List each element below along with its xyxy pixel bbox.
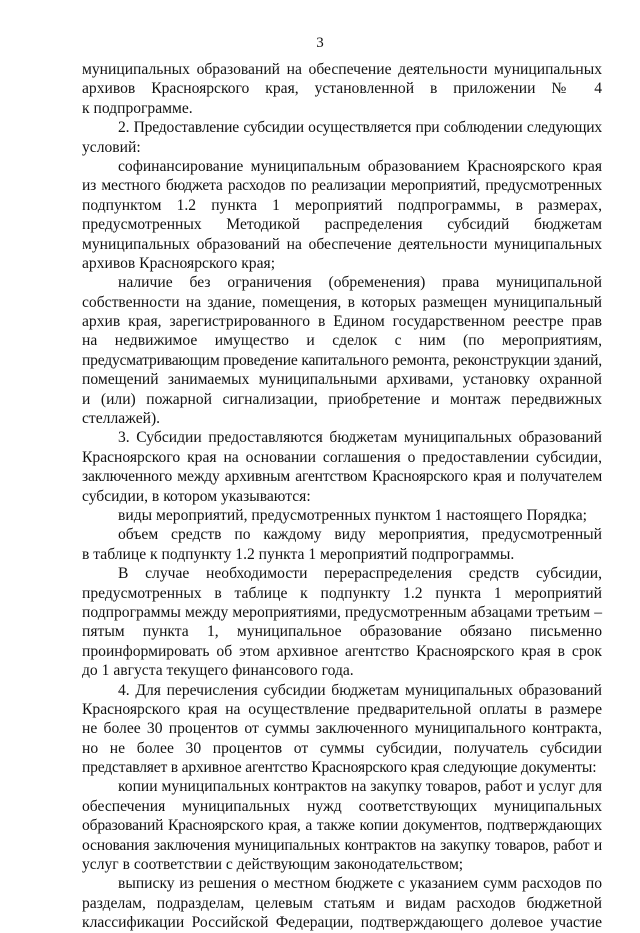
text-line: 4. Для перечисления субсидии бюджетам муниципальных образований <box>118 681 602 699</box>
text-line: на недвижимое имущество и сделок с ним (по мероприятиям, <box>82 332 602 350</box>
text-line: в таблице к подпункту 1.2 пункта 1 мероприятий подпрограммы. <box>82 545 515 563</box>
text-line: до 1 августа текущего финансового года. <box>82 662 354 680</box>
text-line: наличие без ограничения (обременения) права муниципальной <box>118 274 602 292</box>
text-line: выписку из решения о местном бюджете с указанием сумм расходов по <box>118 875 602 893</box>
text-line: архив края, зарегистрированного в Едином государственном реестре прав <box>82 313 602 331</box>
text-line: предусмотренных в таблице к подпункту 1.2 пункта 1 мероприятий <box>82 584 602 602</box>
text-line: из местного бюджета расходов по реализации мероприятий, предусмотренных <box>82 177 602 195</box>
text-line: представляет в архивное агентство Красноярского края следующие документы: <box>82 759 597 777</box>
text-line: заключенного между архивным агентством Красноярского края и получателем <box>82 468 602 486</box>
text-line: Красноярского края на основании соглашения о предоставлении субсидии, <box>82 448 602 466</box>
page-number: 3 <box>316 35 324 51</box>
text-line: объем средств по каждому виду мероприятия, предусмотренный <box>118 526 602 544</box>
text-line: разделам, подразделам, целевым статьям и видам расходов бюджетной <box>82 894 602 912</box>
text-line: виды мероприятий, предусмотренных пунктом 1 настоящего Порядка; <box>118 506 587 524</box>
text-line: собственности на здание, помещения, в которых размещен муниципальный <box>82 293 602 311</box>
body-text <box>82 60 602 933</box>
text-line: архивов Красноярского края; <box>82 254 276 272</box>
text-line: муниципальных образований на обеспечение деятельности муниципальных <box>82 61 602 78</box>
text-line: к подпрограмме. <box>82 99 193 117</box>
text-line: подпунктом 1.2 пункта 1 мероприятий подпрограммы, в размерах, <box>82 196 602 214</box>
text-line: обеспечения муниципальных нужд соответствующих муниципальных <box>82 797 602 815</box>
text-line: софинансирование муниципальным образованием Красноярского края <box>118 157 602 175</box>
text-line: классификации Российской Федерации, подтверждающего долевое участие <box>82 914 602 932</box>
text-line: подпрограммы между мероприятиями, предусмотренным абзацами третьим – <box>82 603 602 621</box>
text-line: и (или) пожарной сигнализации, приобретение и монтаж передвижных <box>82 390 602 408</box>
text-line: субсидии, в котором указываются: <box>82 487 311 505</box>
text-line: В случае необходимости перераспределения средств субсидии, <box>118 565 602 583</box>
text-line: основания заключения муниципальных контрактов на закупку товаров, работ и <box>82 836 602 854</box>
text-line: 3. Субсидии предоставляются бюджетам муниципальных образований <box>118 429 602 447</box>
text-line: образований Красноярского края, а также копии документов, подтверждающих <box>82 817 602 835</box>
text-line: муниципальных образований на обеспечение деятельности муниципальных <box>82 235 602 253</box>
text-line: услуг в соответствии с действующим законодательством; <box>82 856 464 874</box>
text-line: условий: <box>82 138 141 156</box>
text-line: пятым пункта 1, муниципальное образование обязано письменно <box>82 623 602 641</box>
text-line: 2. Предоставление субсидии осуществляется при соблюдении следующих <box>118 119 602 137</box>
text-line: не более 30 процентов от суммы заключенного муниципального контракта, <box>82 720 602 738</box>
text-line: помещений занимаемых муниципальными архивами, установку охранной <box>82 371 602 389</box>
text-line: предусматривающим проведение капитального ремонта, реконструкции зданий, <box>82 351 602 369</box>
text-line: предусмотренных Методикой распределения субсидий бюджетам <box>82 216 602 234</box>
text-line: проинформировать об этом архивное агентство Красноярского края в срок <box>82 642 602 660</box>
text-line: архивов Красноярского края, установленной в приложении № 4 <box>82 80 602 98</box>
text-line: Красноярского края на осуществление предварительной оплаты в размере <box>82 700 602 718</box>
text-line: стеллажей). <box>82 410 161 428</box>
text-line: копии муниципальных контрактов на закупку товаров, работ и услуг для <box>118 778 602 796</box>
text-line: но не более 30 процентов от суммы субсидии, получатель субсидии <box>82 739 602 757</box>
